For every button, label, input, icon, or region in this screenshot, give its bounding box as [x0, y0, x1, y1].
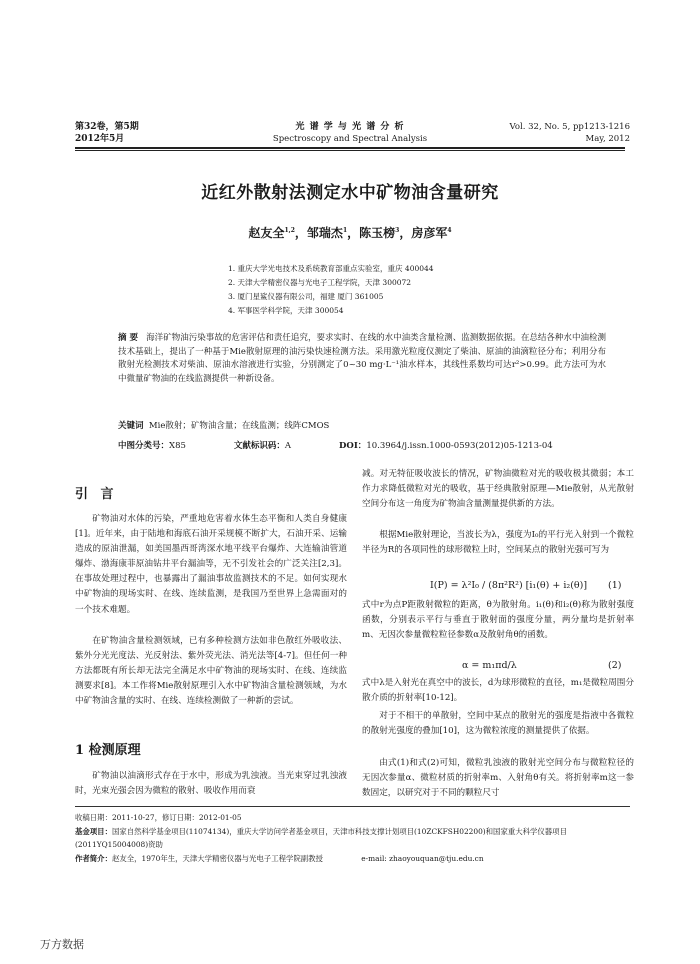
right-paragraph-1: 减。对无特征吸收波长的情况，矿物油微粒对光的吸收极其微弱；本工作力求降低微粒对光的吸收，基于经典散射原理—Mie散射，从光散射空间分布这一角度为矿物油含量测量提供新的方法。: [362, 469, 634, 510]
footnote-fund: 基金项目：国家自然科学基金项目(11074134)，重庆大学访问学者基金项目，天津市科技支撑计划项目(10ZCKFSH02200)和国家重大科学仪器项目(2011YQ15004008)资助: [75, 827, 567, 849]
equation-1-number: (1): [608, 580, 622, 591]
right-paragraph-4: 式中λ是入射光在真空中的波长，d为球形微粒的直径，m₁是微粒周围分散介质的折射率[10-12]。: [362, 678, 634, 704]
header-journal: 光 谱 学 与 光 谱 分 析 Spectroscopy and Spectral Analysis: [272, 122, 428, 144]
right-paragraph-5: 对于不相干的单散射，空间中某点的散射光的强度是指液中各微粒的散射光强度的叠加[10]，这为微粒浓度的测量提供了依据。: [362, 711, 634, 737]
author-email: e-mail: zhaoyouquan@tju.edu.cn: [361, 854, 484, 863]
watermark: 万方数据: [40, 938, 84, 951]
affiliation-2: 2. 天津大学精密仪器与光电子工程学院，天津 300072: [228, 278, 412, 287]
affiliation-4: 4. 军事医学科学院，天津 300054: [228, 306, 344, 315]
abstract: [118, 332, 606, 386]
right-paragraph-6: 由式(1)和式(2)可知，微粒乳浊液的散射光空间分布与微粒粒径的无因次参量α、微粒材质的折射率m、入射角θ有关。将折射率m这一参数固定，以研究对于不同的颗粒尺寸: [362, 758, 634, 799]
footnote-bio: 作者简介：赵友全，1970年生，天津大学精密仪器与光电子工程学院副教授 e-mail: zhaoyouquan@tju.edu.cn: [75, 854, 484, 863]
footnote-received: 收稿日期：2011-10-27，修订日期：2012-01-05: [75, 813, 242, 822]
header-rule-thin: [75, 150, 625, 151]
header-volume-en: Vol. 32, No. 5, pp1213-1216 May, 2012: [509, 122, 630, 144]
right-paragraph-3: 式中r为点P距散射微粒的距离，θ为散射角。i₁(θ)和i₂(θ)称为散射强度函数，分别表示平行与垂直于散射面的强度分量，两分量均是折射率m、无因次参量微粒粒径参数α及散射角θ的函数。: [362, 600, 634, 641]
method-paragraph-1: 矿物油以油滴形式存在于水中，形成为乳浊液。当光束穿过乳浊液时，光束光强会因为微粒的散射、吸收作用而衰: [75, 771, 347, 797]
abstract-label: 摘 要: [118, 333, 139, 343]
intro-heading: 引 言: [75, 487, 118, 502]
equation-2-number: (2): [608, 660, 622, 671]
affiliation-3: 3. 厦门星鲨仪器有限公司，福建 厦门 361005: [228, 292, 384, 301]
equation-1: I(P) = λ²I₀ / (8π²R²) [i₁(θ) + i₂(θ)]: [430, 580, 588, 591]
classification-meta: 中图分类号：X85 文献标识码：A DOI：10.3964/j.issn.1000-0593(2012)05-1213-04: [118, 441, 553, 451]
footnote-rule: [75, 806, 630, 807]
abstract-text: 海洋矿物油污染事故的危害评估和责任追究，要求实时、在线的水中油类含量检测、监测数据依据。在总结各种水中油检测技术基础上，提出了一种基于Mie散射原理的油污染快速检测方法。采用激光粒度仪测定了柴油、原油的油滴粒径分布；利用分布散射光检测技术对柴油、原油水溶液进行实验，分别测定了0~30 mg·L⁻¹油水样本，其线性系数均可达r²>0.99。此方法可为水中微量矿物油的在线监测提供一种新设备。: [118, 333, 606, 384]
method-heading: 1 检测原理: [75, 743, 141, 758]
affiliation-1: 1. 重庆大学光电技术及系统教育部重点实验室，重庆 400044: [228, 264, 434, 273]
author-list: 赵友全$^{1,2}$，邹瑞杰$^1$，陈玉榜$^3$，房彦军$^4$: [248, 226, 452, 240]
paper-title: 近红外散射法测定水中矿物油含量研究: [201, 183, 499, 203]
intro-paragraph-2: 在矿物油含量检测领域，已有多种检测方法如非色散红外吸收法、紫外分光光度法、光反射法、紫外荧光法、消光法等[4-7]。但任何一种方法都既有所长却无法完全满足水中矿物油的现场实时、在线、连续监测要求[8]。本工作将Mie散射原理引入水中矿物油含量检测领域，为水中矿物油含量的实时、在线、连续检测做了一种新的尝试。: [75, 636, 347, 707]
header-volume-cn: 第32卷，第5期 2012年5月: [75, 122, 139, 144]
header-rule: [75, 147, 625, 149]
keywords: 关键词 Mie散射；矿物油含量；在线监测；线阵CMOS: [118, 421, 330, 431]
right-paragraph-2: 根据Mie散射理论，当波长为λ，强度为I₀的平行光入射到一个微粒半径为R的各项同性的球形微粒上时，空间某点的散射光强可写为: [362, 530, 634, 556]
intro-paragraph-1: 矿物油对水体的污染，严重地危害着水体生态平衡和人类自身健康[1]。近年来，由于陆地和海底石油开采规模不断扩大，石油开采、运输造成的原油泄漏，如美国墨西哥湾深水地平线平台爆炸、大连输油管道爆炸、渤海康菲原油钻井平台漏油等，无不引发社会的广泛关注[2,3]。在事故处理过程中，也暴露出了漏油事故监测技术的不足。如何实现水中矿物油的现场实时、在线、连续监测，是我国乃至世界上急需面对的一个技术难题。: [75, 514, 347, 615]
equation-2: α = m₁πd/λ: [462, 660, 517, 671]
